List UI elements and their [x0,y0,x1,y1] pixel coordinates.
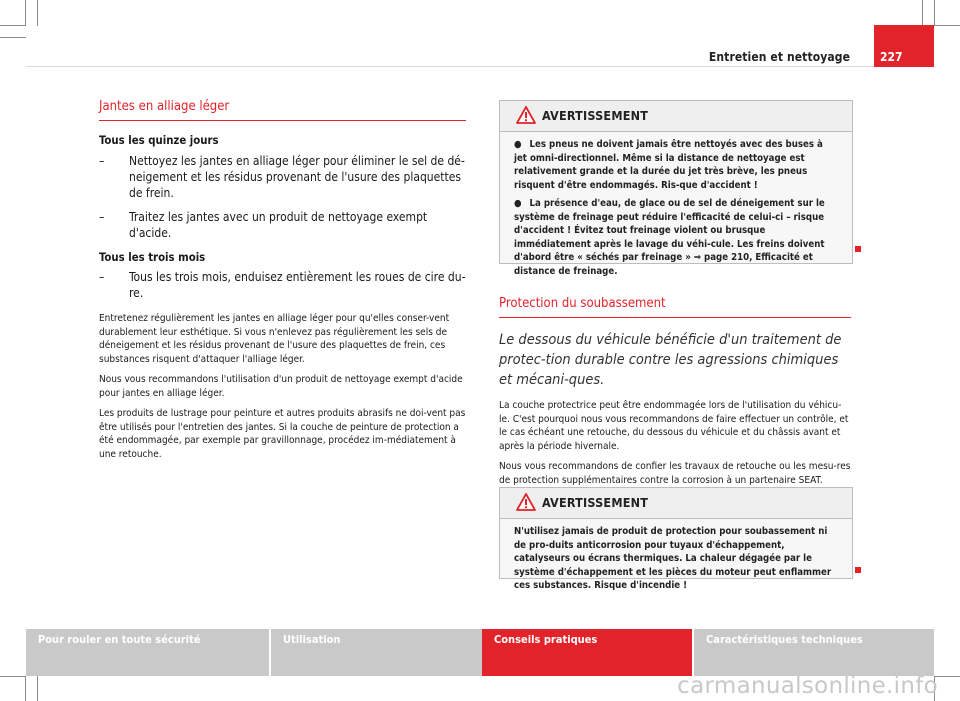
crop-mark [25,0,26,26]
nav-tab-utilisation[interactable] [271,629,514,676]
section-heading-soubassement: Protection du soubassement [499,296,851,318]
nav-tab-label: Conseils pratiques [494,633,598,646]
step-item [99,269,466,301]
crop-mark [0,25,26,26]
warning-item-text: La présence d'eau, de glace ou de sel de déneigement sur le système de freinage peut réduire l'efficacité de celui-ci – risque d'accident ! Évitez tout freinage violent ou brusque immédiatement après le lavage du véhi-cule. Les freins doivent d'abord être « séchés par freinage » ⇒ page 210, Efficacité et distance de freinage. [514,198,825,277]
warning-item [514,138,838,192]
step-text: Nettoyez les jantes en alliage léger pour éliminer le sel de dé-neigement et les résidus provenant de l'usure des plaquettes de frein. [129,154,465,200]
warning-title: AVERTISSEMENT [542,495,649,510]
nav-tab-conseils[interactable] [482,629,692,676]
crop-mark [0,37,26,38]
nav-tab-label: Caractéristiques techniques [706,633,863,646]
watermark: carmanualsonline.info [677,673,938,699]
warning-header [500,101,852,132]
warning-item [514,197,838,278]
page-header-title: Entretien et nettoyage [708,50,850,64]
bullet-marker: ● [514,139,522,150]
body-paragraph: Nous vous recommandons l'utilisation d'un produit de nettoyage exempt d'acide pour jantes en alliage léger. [99,374,463,399]
warning-triangle-icon [516,493,536,511]
crop-mark [934,0,935,26]
step-text: Tous les trois mois, enduisez entièrement les roues de cire du-re. [129,270,466,300]
nav-tab-label: Pour rouler en toute sécurité [38,633,201,646]
step-text: Traitez les jantes avec un produit de nettoyage exempt d'acide. [129,210,428,240]
warning-triangle-icon [516,106,536,124]
step-item [99,209,466,241]
dash-marker: – [99,154,105,168]
nav-tab-label: Utilisation [283,633,341,646]
body-paragraph: Nous vous recommandons de confier les travaux de retouche ou les mesu-res de protection supplémentaires contre la corrosion à un partenaire SEAT. [499,461,851,486]
page-number-box [874,25,934,67]
section-heading-jantes: Jantes en alliage léger [99,99,466,121]
body-paragraph: Les produits de lustrage pour peinture et autres produits abrasifs ne doi-vent pas être utilisés pour l'entretien des jantes. Si la couche de peinture de protection a été endommagée, par exemple par gravillonnage, procédez im-médiatement à une retouche. [99,408,466,460]
warning-body [500,519,852,599]
left-column [99,99,466,461]
step-item [99,153,466,201]
section-end-marker [855,567,861,573]
dash-marker: – [99,210,105,224]
nav-tab-securite[interactable] [26,629,269,676]
right-column [499,296,851,487]
crop-mark [922,0,923,26]
subheading-trois-mois: Tous les trois mois [99,251,206,264]
warning-title: AVERTISSEMENT [542,108,649,123]
warning-body [500,132,852,289]
crop-mark [37,676,38,701]
body-paragraph: Entretenez régulièrement les jantes en alliage léger pour qu'elles conser-vent durablement leur esthétique. Si vous n'enlevez pas régulièrement les sels de déneigement et les résidus provenant de l'usure des plaquettes de frein, ces substances risquent d'attaquer l'alliage léger. [99,313,450,365]
dash-marker: – [99,270,105,284]
warning-box-pneus [499,100,853,277]
crop-mark [25,676,26,701]
section-end-marker [855,246,861,252]
crop-mark [37,0,38,26]
warning-item-text: Les pneus ne doivent jamais être nettoyés avec des buses à jet omni-directionnel. Même si la distance de nettoyage est relativement grande et la durée du jet très brève, les pneus risquent d'être endommagés. Ris-que d'accident ! [514,139,823,191]
nav-tab-caracteristiques[interactable] [694,629,934,676]
crop-mark [0,676,26,677]
subheading-quinze-jours: Tous les quinze jours [99,134,219,147]
bullet-marker: ● [514,198,522,209]
page-number: 227 [880,50,903,64]
header-rule [26,66,934,67]
body-paragraph: La couche protectrice peut être endommagée lors de l'utilisation du véhicu-le. C'est pourquoi nous vous recommandons de faire effectuer un contrôle, et le cas échéant une retouche, du dessous du véhicule et du châssis avant et après la période hivernale. [499,400,849,452]
lead-paragraph: Le dessous du véhicule bénéficie d'un traitement de protec-tion durable contre les agressions chimiques et mécani-ques. [499,332,842,388]
crop-mark [934,25,960,26]
warning-box-soubassement [499,487,853,591]
warning-text: N'utilisez jamais de produit de protection pour soubassement ni de pro-duits anticorrosion pour tuyaux d'échappement, catalyseurs ou écrans thermiques. La chaleur dégagée par le système d'échappement et les pièces du moteur peut enflammer ces substances. Risque d'incendie ! [514,526,832,591]
warning-header [500,488,852,519]
